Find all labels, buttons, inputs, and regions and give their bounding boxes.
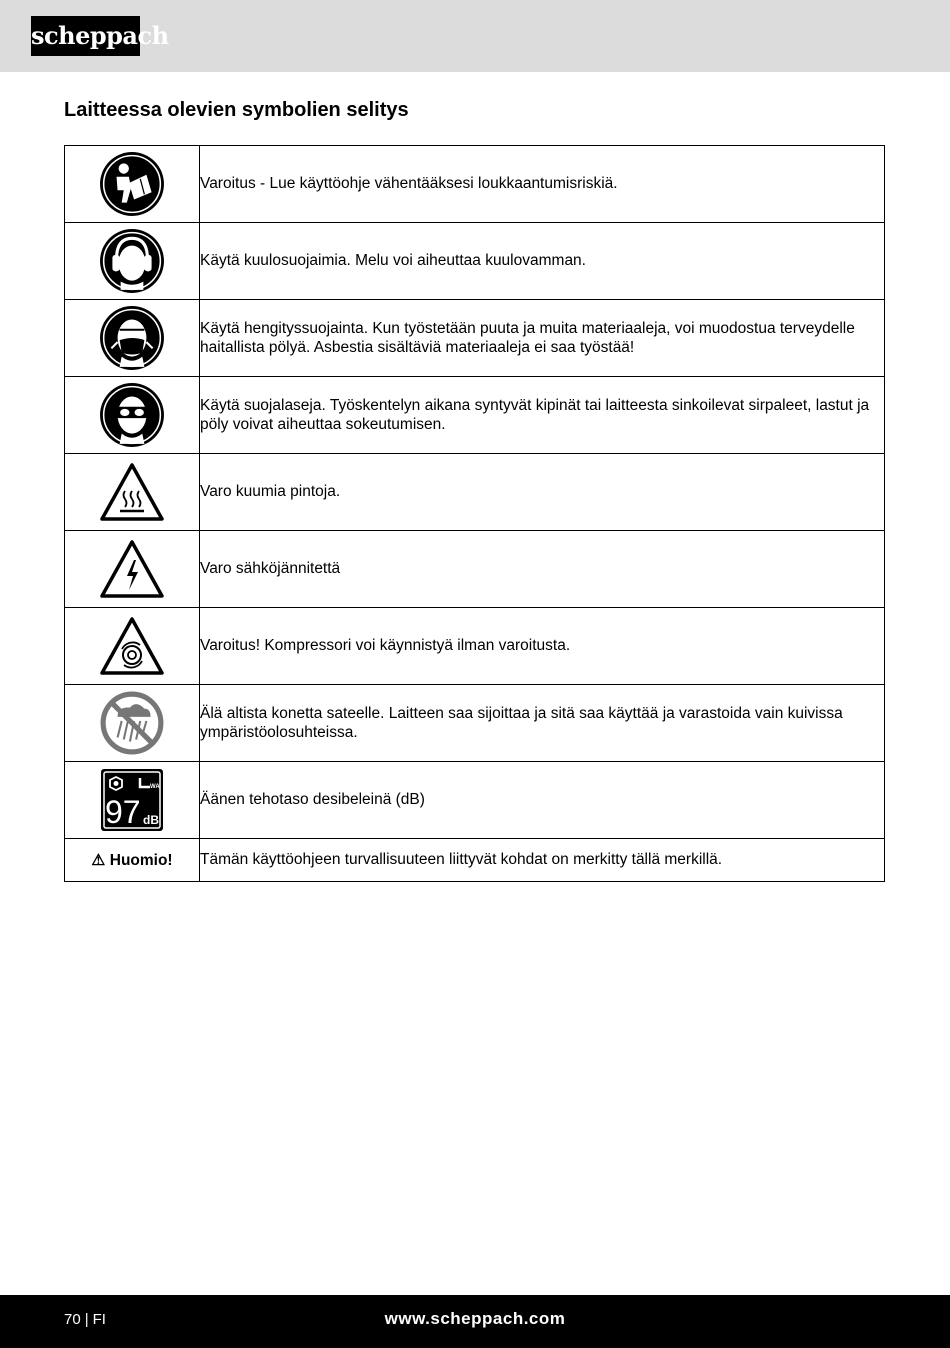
icon-cell <box>65 223 200 300</box>
table-row <box>65 223 885 300</box>
table-row <box>65 685 885 762</box>
table-row <box>65 377 885 454</box>
electric-voltage-warning-icon <box>100 540 164 598</box>
icon-cell <box>65 685 200 762</box>
ear-protection-icon <box>99 228 165 294</box>
icon-cell <box>65 762 200 839</box>
page-footer <box>0 1295 950 1348</box>
icon-cell <box>65 531 200 608</box>
website-url: www.scheppach.com <box>384 1309 566 1328</box>
note-label: Huomio! <box>109 851 173 869</box>
row-text: Varoitus - Lue käyttöohje vähentääksesi loukkaantumisriskiä. <box>200 146 885 223</box>
note-label-cell <box>65 839 200 882</box>
symbol-table <box>64 145 885 882</box>
row-text: Älä altista konetta sateelle. Laitteen saa sijoittaa ja sitä saa käyttää ja varastoida vain kuivissa ympäristöolosuhteissa. <box>200 685 885 762</box>
page-number: 70 <box>64 1311 81 1328</box>
page-header <box>0 0 950 72</box>
table-row <box>65 608 885 685</box>
row-text: Käytä hengityssuojainta. Kun työstetään puuta ja muita materiaaleja, voi muodostua terveydelle haitallista pölyä. Asbestia sisältäviä materiaaleja ei saa työstää! <box>200 300 885 377</box>
icon-cell <box>65 608 200 685</box>
table-row <box>65 839 885 882</box>
icon-cell <box>65 454 200 531</box>
table-row <box>65 146 885 223</box>
icon-cell <box>65 300 200 377</box>
read-manual-icon <box>99 151 165 217</box>
icon-cell <box>65 377 200 454</box>
table-row <box>65 454 885 531</box>
no-rain-icon <box>99 690 165 756</box>
row-text: Äänen tehotaso desibeleinä (dB) <box>200 762 885 839</box>
note-text: Tämän käyttöohjeen turvallisuuteen liittyvät kohdat on merkitty tällä merkillä. <box>200 839 885 882</box>
sound-level-value: 97 <box>105 794 141 830</box>
row-text: Varo kuumia pintoja. <box>200 454 885 531</box>
row-text: Käytä suojalaseja. Työskentelyn aikana syntyvät kipinät tai laitteesta sinkoilevat sirpaleet, lastut ja pöly voivat aiheuttaa sokeutumisen. <box>200 377 885 454</box>
hot-surface-warning-icon <box>100 463 164 521</box>
table-row <box>65 762 885 839</box>
sound-level-unit: dB <box>143 813 159 827</box>
row-text: Käytä kuulosuojaimia. Melu voi aiheuttaa kuulovamman. <box>200 223 885 300</box>
safety-goggles-icon <box>99 382 165 448</box>
row-text: Varoitus! Kompressori voi käynnistyä ilman varoitusta. <box>200 608 885 685</box>
respirator-icon <box>99 305 165 371</box>
warning-triangle-icon: ⚠ <box>91 851 106 869</box>
language-code: FI <box>92 1311 106 1328</box>
page-separator: | <box>84 1311 89 1328</box>
automatic-start-warning-icon <box>100 617 164 675</box>
table-row <box>65 531 885 608</box>
scheppach-logo: scheppach <box>31 16 140 56</box>
page-title: Laitteessa olevien symbolien selitys <box>64 99 409 121</box>
row-text: Varo sähköjännitettä <box>200 531 885 608</box>
icon-cell <box>65 146 200 223</box>
table-row <box>65 300 885 377</box>
sound-power-level-icon <box>100 768 164 832</box>
sound-level-subscript: WA <box>150 784 160 790</box>
